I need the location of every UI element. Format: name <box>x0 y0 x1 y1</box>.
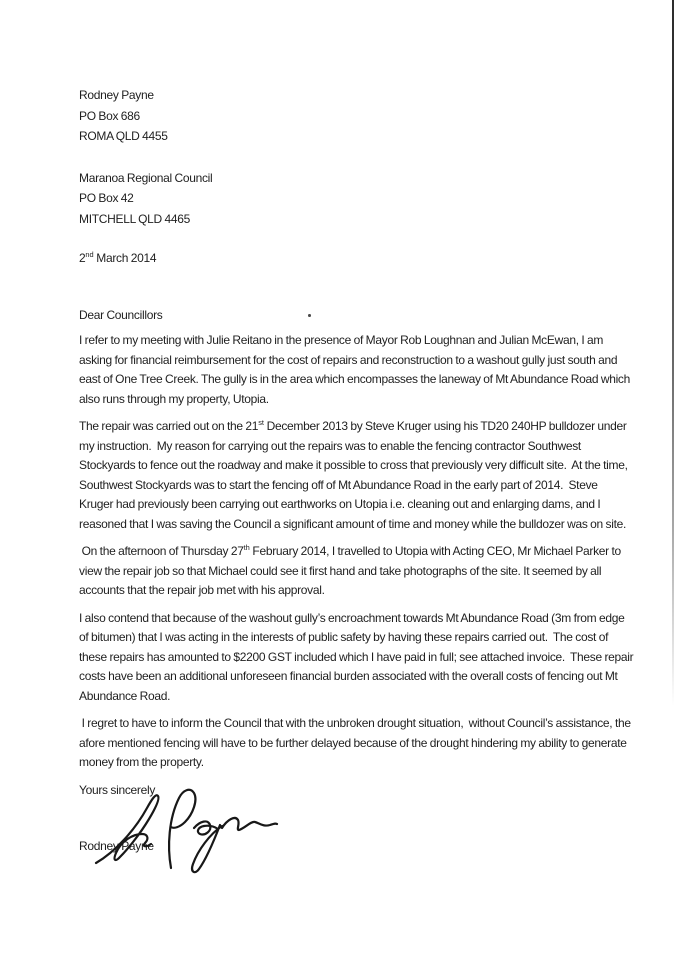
closing: Yours sincerely <box>79 782 156 797</box>
letter-date: 2nd March 2014 <box>79 250 157 265</box>
paragraph-2: The repair was carried out on the 21st December 2013 by Steve Kruger using his TD20 240HP bulldozer under my instruction. My reason for carrying out the repairs was to enable the fencing contractor Southwest Stockyards to fence out the roadway and make it possible to cross that previously very difficult site. At the time, Southwest Stockyards was to start the fencing off of Mt Abundance Road in the early part of 2014. Steve Kruger had previously been carrying out earthworks on Utopia i.e. cleaning out and enlarging dams, and I reasoned that I was saving the Council a significant amount of time and money while the bulldozer was on site. <box>79 418 631 531</box>
recipient-address <box>79 168 634 230</box>
sender-name: Rodney Payne <box>79 88 154 102</box>
salutation: Dear Councillors <box>79 307 163 322</box>
sender-address <box>79 85 634 147</box>
recipient-po-box: PO Box 42 <box>79 191 134 205</box>
recipient-city: MITCHELL QLD 4465 <box>79 211 191 226</box>
paragraph-3: On the afternoon of Thursday 27th February 2014, I travelled to Utopia with Acting CEO, Mr Michael Parker to view the repair job so that Michael could see it first hand and take photographs of the site. It seemed by all accounts that the repair job met with his approval. <box>79 543 624 597</box>
signatory-name: Rodney Payne <box>79 839 154 853</box>
paragraph-1: I refer to my meeting with Julie Reitano in the presence of Mayor Rob Loughnan and Julian McEwan, I am asking for financial reimbursement for the cost of repairs and reconstruction to a washout gully just south and east of One Tree Creek. The gully is in the area which encompasses the laneway of Mt Abundance Road which also runs through my property, Utopia. <box>79 333 633 406</box>
paragraph-4: I also contend that because of the washout gully’s encroachment towards Mt Abundance Road (3m from edge of bitumen) that I was acting in the interests of public safety by having these repairs carried out. The cost of these repairs has amounted to $2200 GST included which I have paid in full; see attached invoice. These repair costs have been an additional unforeseen financial burden associated with the overall costs of fencing out Mt Abundance Road. <box>79 610 636 703</box>
scan-edge-artifact <box>672 0 674 706</box>
recipient-name: Maranoa Regional Council <box>79 170 213 185</box>
signature-area <box>79 800 634 837</box>
paragraph-5: I regret to have to inform the Council that with the unbroken drought situation, without Council’s assistance, the afore mentioned fencing will have to be further delayed because of the drought hindering my ability to generate money from the property. <box>79 716 634 769</box>
sender-po-box: PO Box 686 <box>79 108 140 123</box>
sender-city: ROMA QLD 4455 <box>79 129 168 143</box>
letter-body <box>79 85 634 857</box>
handwritten-signature-icon <box>91 784 281 879</box>
